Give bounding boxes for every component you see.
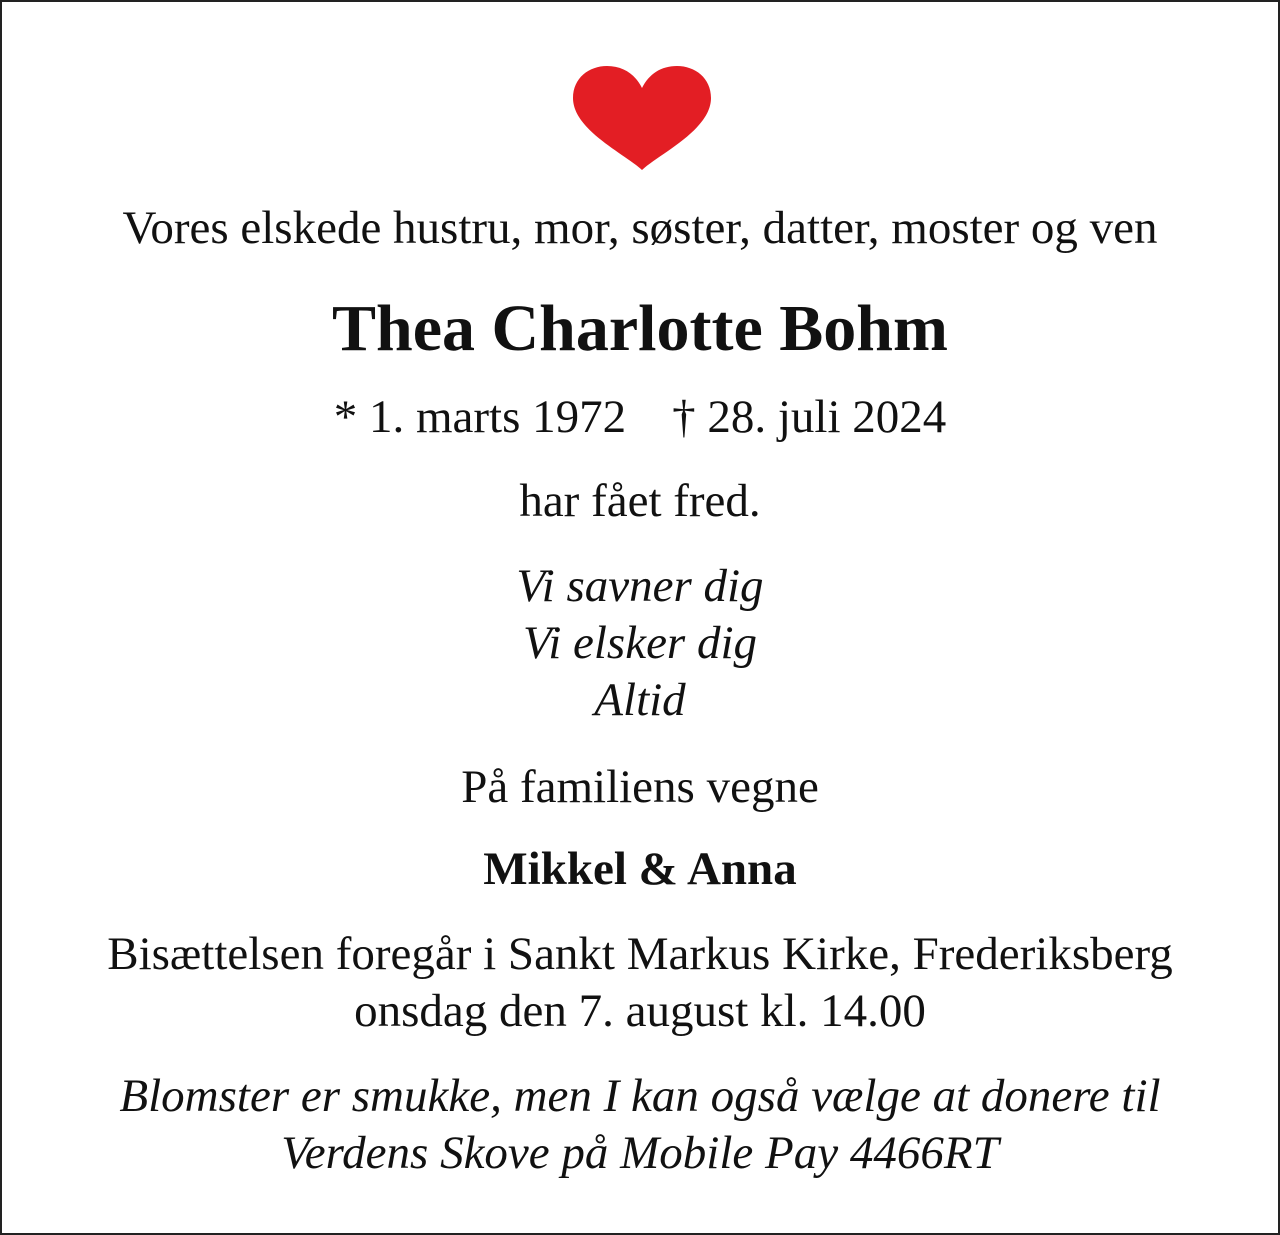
verse-line: Vi elsker dig <box>522 617 758 669</box>
death-date: † 28. juli 2024 <box>672 391 947 443</box>
verse-line: Altid <box>594 674 686 726</box>
birth-date: * 1. marts 1972 <box>333 391 627 443</box>
deceased-name: Thea Charlotte Bohm <box>332 292 948 365</box>
ceremony-line: Bisættelsen foregår i Sankt Markus Kirke, Frederiksberg <box>107 928 1173 980</box>
donation-line: Blomster er smukke, men I kan også vælge at donere til <box>119 1070 1161 1122</box>
on-behalf-text: På familiens vegne <box>461 761 819 813</box>
heart-shape <box>573 66 711 170</box>
donation-line: Verdens Skove på Mobile Pay 4466RT <box>281 1127 999 1179</box>
heart-icon <box>569 64 715 172</box>
ceremony-line: onsdag den 7. august kl. 14.00 <box>354 985 926 1037</box>
ceremony-info <box>2 926 1278 1040</box>
donation-info <box>2 1068 1278 1182</box>
life-dates <box>2 388 1278 446</box>
verse <box>2 558 1278 729</box>
verse-line: Vi savner dig <box>516 560 764 612</box>
signers: Mikkel & Anna <box>483 843 797 895</box>
peace-text: har fået fred. <box>519 475 761 527</box>
intro-text: Vores elskede hustru, mor, søster, datter, moster og ven <box>122 202 1158 254</box>
